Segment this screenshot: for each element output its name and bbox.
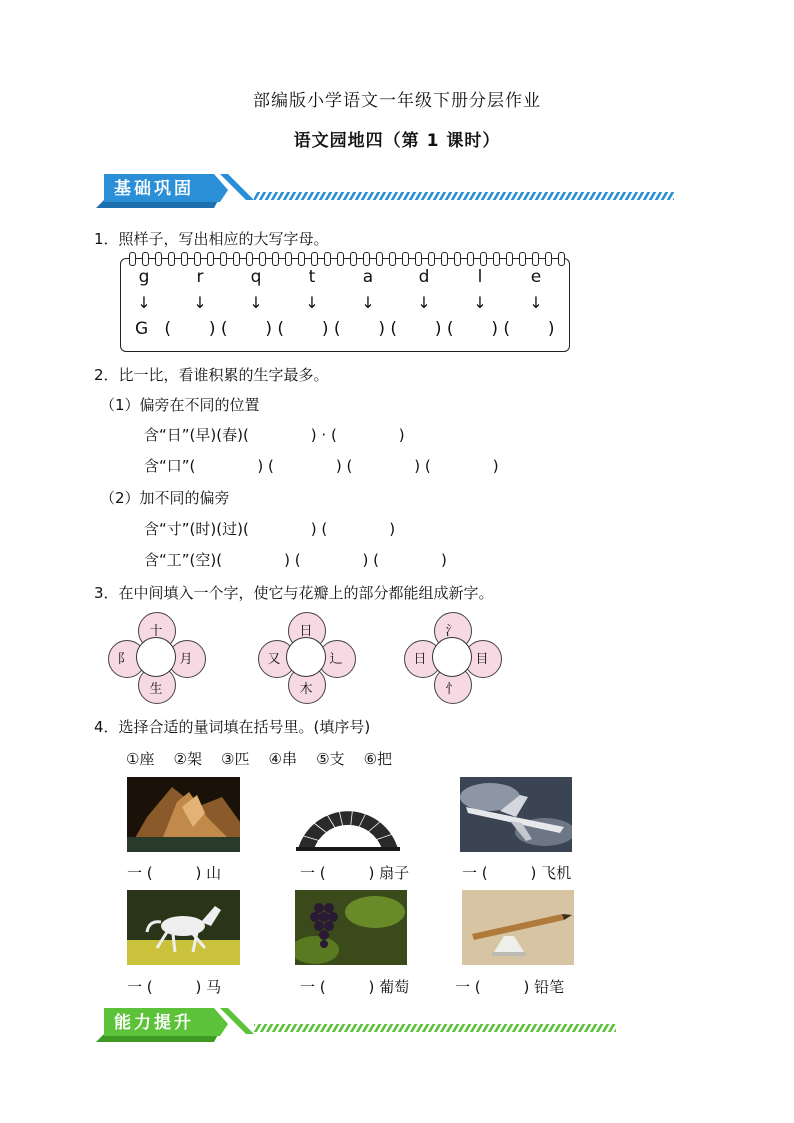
- caption-fan[interactable]: 一 ( ) 扇子: [300, 864, 410, 882]
- caption-grapes[interactable]: 一 ( ) 葡萄: [300, 978, 410, 996]
- letter-r: r: [196, 267, 204, 287]
- spiral-ring: [337, 252, 344, 266]
- flower-2-left: 又: [267, 652, 281, 667]
- flower-3-left: 日: [413, 652, 427, 667]
- letter-box: [120, 258, 570, 352]
- spiral-ring: [454, 252, 461, 266]
- question-4: 4．选择合适的量词填在括号里。(填序号): [94, 718, 371, 736]
- question-2: 2．比一比，看谁积累的生字最多。: [94, 366, 329, 384]
- measure-word-options: ①座 ②架 ③匹 ④串 ⑤支 ⑥把: [126, 750, 393, 768]
- down-arrow-icon: ↓: [305, 293, 319, 312]
- spiral-ring: [285, 252, 292, 266]
- letter-d: d: [418, 267, 430, 287]
- spiral-ring: [129, 252, 136, 266]
- spiral-ring: [480, 252, 487, 266]
- flower-2: [258, 612, 354, 702]
- spiral-ring: [467, 252, 474, 266]
- q2-line-cun[interactable]: 含“寸”(时)(过)( ) ( ): [144, 520, 396, 538]
- spiral-ring: [233, 252, 240, 266]
- spiral-ring: [194, 252, 201, 266]
- q2-part-1: （1）偏旁在不同的位置: [100, 396, 260, 414]
- grapes-image: [295, 890, 407, 965]
- spiral-ring: [506, 252, 513, 266]
- flower-3-bottom: 忄: [445, 682, 459, 697]
- flower-2-answer-circle[interactable]: [286, 637, 326, 677]
- flower-1-right: 月: [179, 652, 193, 667]
- spiral-ring: [298, 252, 305, 266]
- caption-airplane[interactable]: 一 ( ) 飞机: [462, 864, 572, 882]
- pencil-image: [462, 890, 574, 965]
- flower-1-answer-circle[interactable]: [136, 637, 176, 677]
- flower-2-top: 日: [299, 624, 313, 639]
- spiral-ring: [259, 252, 266, 266]
- letter-l: l: [477, 267, 483, 287]
- down-arrow-icon: ↓: [473, 293, 487, 312]
- lesson-title: 语文园地四（第 1 课时）: [293, 131, 501, 151]
- down-arrow-icon: ↓: [193, 293, 207, 312]
- spiral-ring: [324, 252, 331, 266]
- airplane-image: [460, 777, 572, 852]
- spiral-ring: [272, 252, 279, 266]
- spiral-ring: [532, 252, 539, 266]
- flower-1: [108, 612, 204, 702]
- down-arrow-icon: ↓: [361, 293, 375, 312]
- mountain-image: [127, 777, 240, 852]
- spiral-ring: [545, 252, 552, 266]
- q2-line-gong[interactable]: 含“工”(空)( ) ( ) ( ): [144, 551, 447, 569]
- spiral-ring: [142, 252, 149, 266]
- down-arrow-icon: ↓: [529, 293, 543, 312]
- banner-basic-label: 基础巩固: [114, 179, 194, 199]
- flower-1-top: 十: [149, 624, 163, 639]
- flower-3-right: 目: [475, 652, 489, 667]
- spiral-ring: [181, 252, 188, 266]
- q2-part-2: （2）加不同的偏旁: [100, 489, 230, 507]
- letter-e: e: [530, 267, 542, 287]
- spiral-ring: [220, 252, 227, 266]
- section-banner-advanced: [96, 1004, 636, 1038]
- spiral-ring: [155, 252, 162, 266]
- down-arrow-icon: ↓: [417, 293, 431, 312]
- spiral-ring: [428, 252, 435, 266]
- worksheet-title: 部编版小学语文一年级下册分层作业: [253, 91, 541, 111]
- flower-3: [404, 612, 500, 702]
- caption-pencil[interactable]: 一 ( ) 铅笔: [455, 978, 565, 996]
- spiral-ring: [246, 252, 253, 266]
- horse-image: [127, 890, 240, 965]
- spiral-ring: [415, 252, 422, 266]
- flower-3-answer-circle[interactable]: [432, 637, 472, 677]
- spiral-ring: [519, 252, 526, 266]
- caption-horse[interactable]: 一 ( ) 马: [127, 978, 222, 996]
- section-banner-basic: [96, 170, 696, 204]
- uppercase-answer-row[interactable]: G ( ) ( ) ( ) ( ) ( ) ( ) ( ): [135, 319, 555, 339]
- spiral-ring: [363, 252, 370, 266]
- fan-image: [292, 777, 404, 852]
- spiral-ring: [207, 252, 214, 266]
- q2-line-ri[interactable]: 含“日”(早)(春)( ) · ( ): [144, 426, 405, 444]
- question-3: 3．在中间填入一个字，使它与花瓣上的部分都能组成新字。: [94, 584, 494, 602]
- letter-g: g: [138, 267, 150, 287]
- letter-t: t: [308, 267, 316, 287]
- flower-2-right: 辶: [329, 652, 343, 667]
- spiral-ring: [311, 252, 318, 266]
- spiral-ring: [376, 252, 383, 266]
- caption-mountain[interactable]: 一 ( ) 山: [127, 864, 222, 882]
- spiral-ring: [493, 252, 500, 266]
- down-arrow-icon: ↓: [249, 293, 263, 312]
- flower-2-bottom: 木: [299, 682, 313, 697]
- question-1: 1．照样子，写出相应的大写字母。: [94, 230, 329, 248]
- banner-advanced-label: 能力提升: [114, 1013, 194, 1033]
- spiral-ring: [389, 252, 396, 266]
- flower-1-left: 阝: [117, 652, 131, 667]
- flower-1-bottom: 生: [149, 682, 163, 697]
- spiral-ring: [168, 252, 175, 266]
- spiral-ring: [402, 252, 409, 266]
- letter-q: q: [250, 267, 262, 287]
- down-arrow-icon: ↓: [137, 293, 151, 312]
- letter-a: a: [362, 267, 374, 287]
- spiral-ring: [558, 252, 565, 266]
- spiral-ring: [441, 252, 448, 266]
- spiral-ring: [350, 252, 357, 266]
- flower-3-top: 氵: [445, 624, 459, 639]
- q2-line-kou[interactable]: 含“口”( ) ( ) ( ) ( ): [144, 457, 499, 475]
